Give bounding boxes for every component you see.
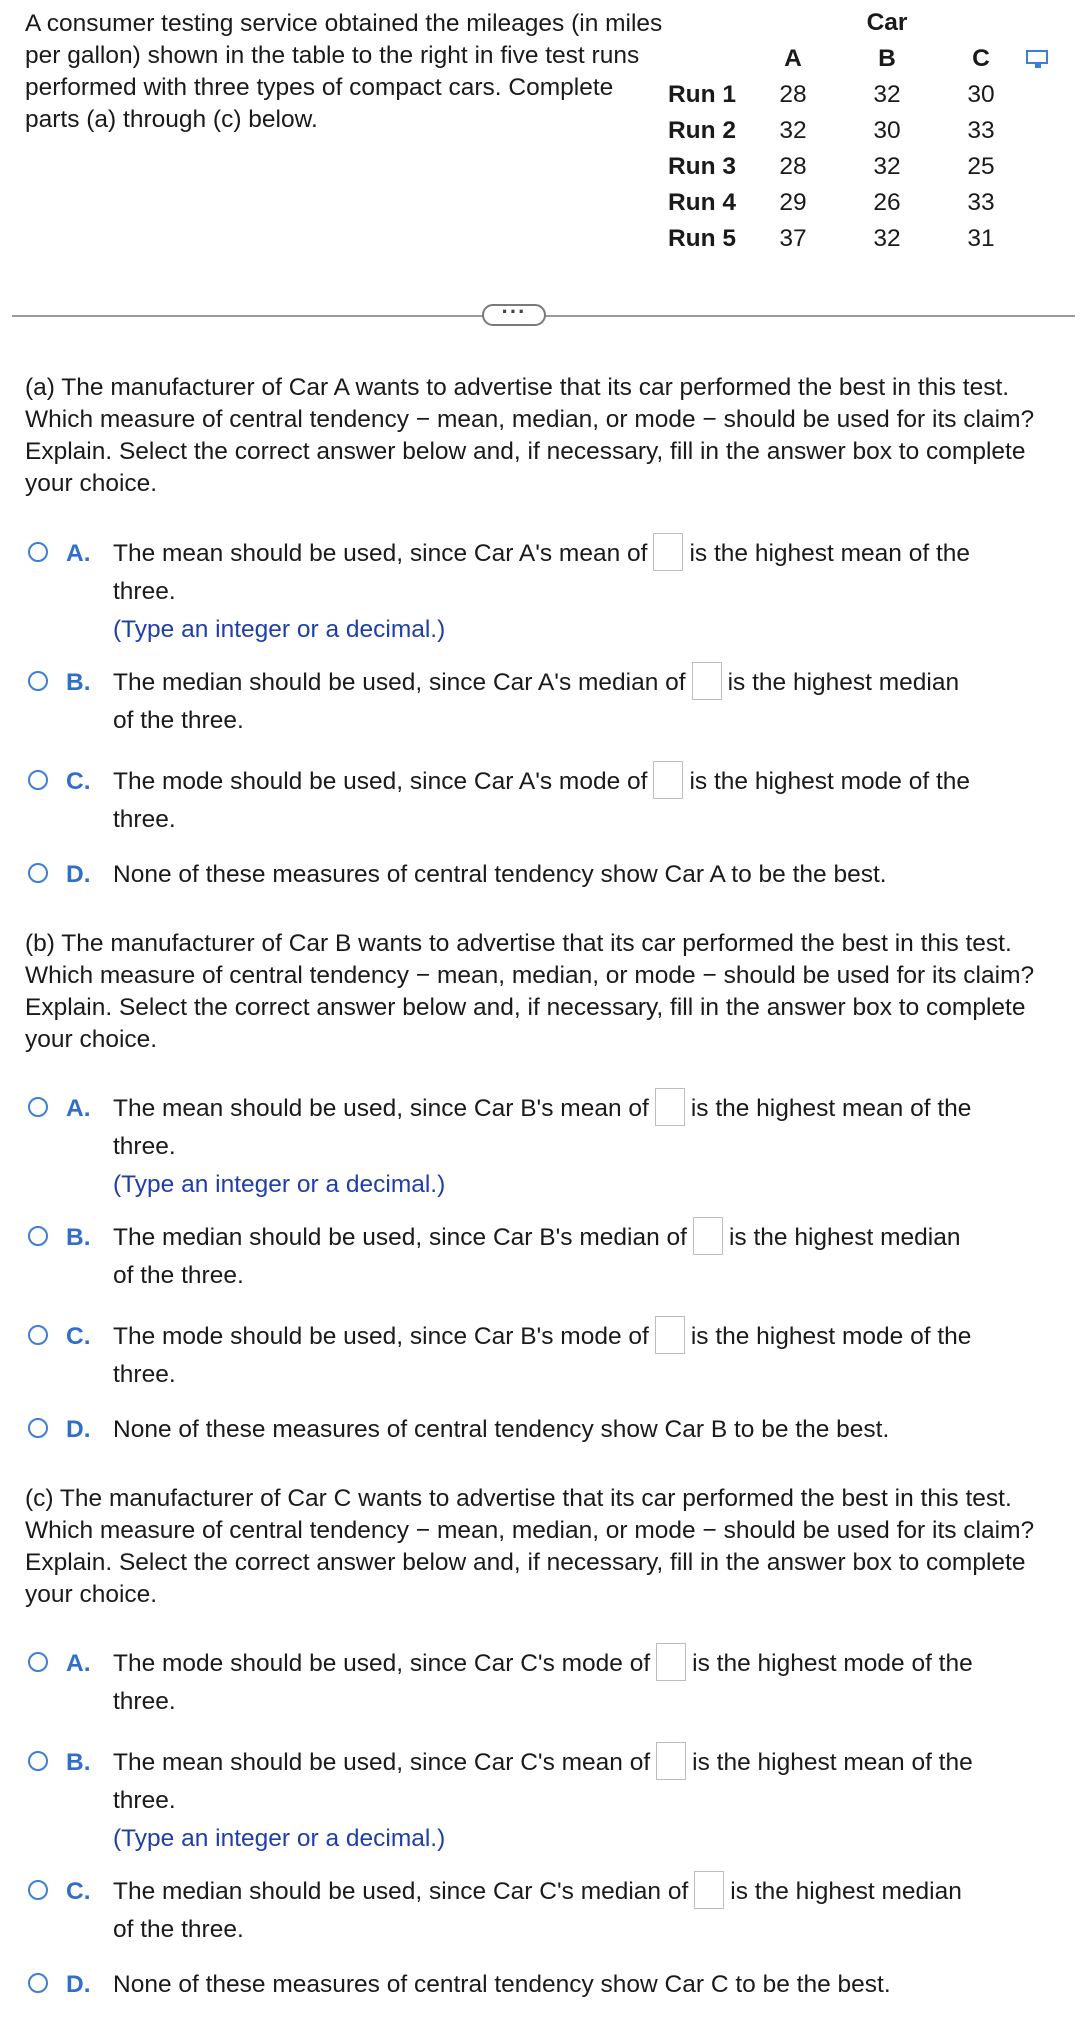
row-label: Run 4: [667, 189, 736, 216]
answer-input[interactable]: [655, 1088, 685, 1126]
answer-input[interactable]: [693, 1217, 723, 1255]
row-label: Run 3: [667, 153, 736, 180]
table-cell: 32: [873, 225, 901, 252]
option-text: three.: [113, 1688, 176, 1715]
answer-input[interactable]: [694, 1871, 724, 1909]
option-text: three.: [113, 1787, 176, 1814]
option-text: The mode should be used, since Car B's mode of: [113, 1323, 649, 1350]
table-cell: 32: [873, 81, 901, 108]
option-letter: B.: [66, 1224, 91, 1251]
radio-button[interactable]: [28, 1097, 48, 1117]
answer-input[interactable]: [692, 662, 722, 700]
option-letter: C.: [66, 768, 91, 795]
option-letter: D.: [66, 1416, 91, 1443]
radio-button[interactable]: [28, 770, 48, 790]
option-text: three.: [113, 1361, 176, 1388]
option-letter: D.: [66, 861, 91, 888]
option-text: The mode should be used, since Car A's mode of: [113, 768, 648, 795]
car-group-header: Car: [866, 9, 908, 36]
part-b-question: (b) The manufacturer of Car B wants to advertise that its car performed the best in this test. Which measure of central tendency − mean, median, or mode − should be used for its claim? Explain. Select the correct answer below and, if necessary, fill in the answer box to complete your choice.: [25, 930, 1035, 1053]
table-row: [648, 149, 1028, 185]
option-text: is the highest median: [727, 669, 960, 696]
radio-button[interactable]: [28, 671, 48, 691]
radio-button[interactable]: [28, 863, 48, 883]
table-cell: 29: [779, 189, 807, 216]
option-text: The mean should be used, since Car A's mean of: [113, 540, 648, 567]
option-text: three.: [113, 806, 176, 833]
table-row: [648, 185, 1028, 221]
radio-button[interactable]: [28, 1226, 48, 1246]
radio-button[interactable]: [28, 1652, 48, 1672]
option-letter: C.: [66, 1878, 91, 1905]
column-header-b: B: [878, 45, 896, 72]
answer-input[interactable]: [656, 1742, 686, 1780]
option-text: The median should be used, since Car C's median of: [113, 1878, 689, 1905]
option-letter: A.: [66, 1095, 91, 1122]
option-text: of the three.: [113, 1916, 244, 1943]
table-cell: 30: [967, 81, 995, 108]
radio-button[interactable]: [28, 1418, 48, 1438]
row-label: Run 2: [667, 117, 736, 144]
option-text: None of these measures of central tendency show Car C to be the best.: [113, 1971, 891, 1998]
option-text: is the highest mean of the: [689, 540, 971, 567]
column-header-a: A: [784, 45, 802, 72]
answer-input[interactable]: [656, 1643, 686, 1681]
table-cell: 30: [873, 117, 901, 144]
table-cell: 33: [967, 117, 995, 144]
option-letter: D.: [66, 1971, 91, 1998]
option-letter: B.: [66, 1749, 91, 1776]
option-text: The mode should be used, since Car C's mode of: [113, 1650, 651, 1677]
option-text: is the highest mode of the: [692, 1650, 973, 1677]
answer-input[interactable]: [653, 761, 683, 799]
option-text: three.: [113, 1133, 176, 1160]
radio-button[interactable]: [28, 1973, 48, 1993]
radio-button[interactable]: [28, 542, 48, 562]
table-cell: 31: [967, 225, 995, 252]
row-label: Run 1: [667, 81, 736, 108]
table-row: [648, 77, 1028, 113]
option-text: of the three.: [113, 707, 244, 734]
answer-input[interactable]: [655, 1316, 685, 1354]
option-text: of the three.: [113, 1262, 244, 1289]
table-cell: 33: [967, 189, 995, 216]
option-letter: C.: [66, 1323, 91, 1350]
part-a-question: (a) The manufacturer of Car A wants to advertise that its car performed the best in this test. Which measure of central tendency − mean, median, or mode − should be used for its claim? Explain. Select the correct answer below and, if necessary, fill in the answer box to complete your choice.: [25, 374, 1035, 497]
option-text: None of these measures of central tendency show Car B to be the best.: [113, 1416, 890, 1443]
table-row: [648, 221, 1028, 257]
radio-button[interactable]: [28, 1751, 48, 1771]
radio-button[interactable]: [28, 1325, 48, 1345]
radio-button[interactable]: [28, 1880, 48, 1900]
option-text: is the highest mode of the: [689, 768, 971, 795]
option-letter: B.: [66, 669, 91, 696]
table-row: [648, 113, 1028, 149]
table-cell: 32: [779, 117, 807, 144]
column-header-c: C: [972, 45, 990, 72]
table-cell: 32: [873, 153, 901, 180]
option-text: The mean should be used, since Car C's mean of: [113, 1749, 651, 1776]
input-hint: (Type an integer or a decimal.): [113, 616, 446, 643]
option-text: is the highest median: [730, 1878, 962, 1905]
mileage-table: [648, 5, 1028, 257]
option-text: The median should be used, since Car B's median of: [113, 1224, 687, 1251]
table-cell: 26: [873, 189, 901, 216]
copy-icon[interactable]: [1026, 50, 1050, 70]
problem-intro: A consumer testing service obtained the mileages (in miles per gallon) shown in the table to the right in five test runs performed with three types of compact cars. Complete parts (a) through (c) below.: [25, 10, 663, 133]
option-letter: A.: [66, 540, 91, 567]
input-hint: (Type an integer or a decimal.): [113, 1825, 446, 1852]
option-text: None of these measures of central tendency show Car A to be the best.: [113, 861, 887, 888]
part-c-question: (c) The manufacturer of Car C wants to advertise that its car performed the best in this test. Which measure of central tendency − mean, median, or mode − should be used for its claim? Explain. Select the correct answer below and, if necessary, fill in the answer box to complete your choice.: [25, 1485, 1035, 1608]
option-text: is the highest mode of the: [690, 1323, 972, 1350]
row-label: Run 5: [667, 225, 736, 252]
table-cell: 25: [967, 153, 995, 180]
option-text: three.: [113, 578, 176, 605]
more-icon[interactable]: ···: [482, 304, 546, 326]
option-text: is the highest median: [728, 1224, 961, 1251]
option-text: is the highest mean of the: [692, 1749, 973, 1776]
table-cell: 37: [779, 225, 807, 252]
table-cell: 28: [779, 153, 807, 180]
option-text: The median should be used, since Car A's median of: [113, 669, 686, 696]
table-cell: 28: [779, 81, 807, 108]
option-text: The mean should be used, since Car B's mean of: [113, 1095, 649, 1122]
option-letter: A.: [66, 1650, 91, 1677]
input-hint: (Type an integer or a decimal.): [113, 1171, 446, 1198]
option-text: is the highest mean of the: [690, 1095, 972, 1122]
answer-input[interactable]: [653, 533, 683, 571]
